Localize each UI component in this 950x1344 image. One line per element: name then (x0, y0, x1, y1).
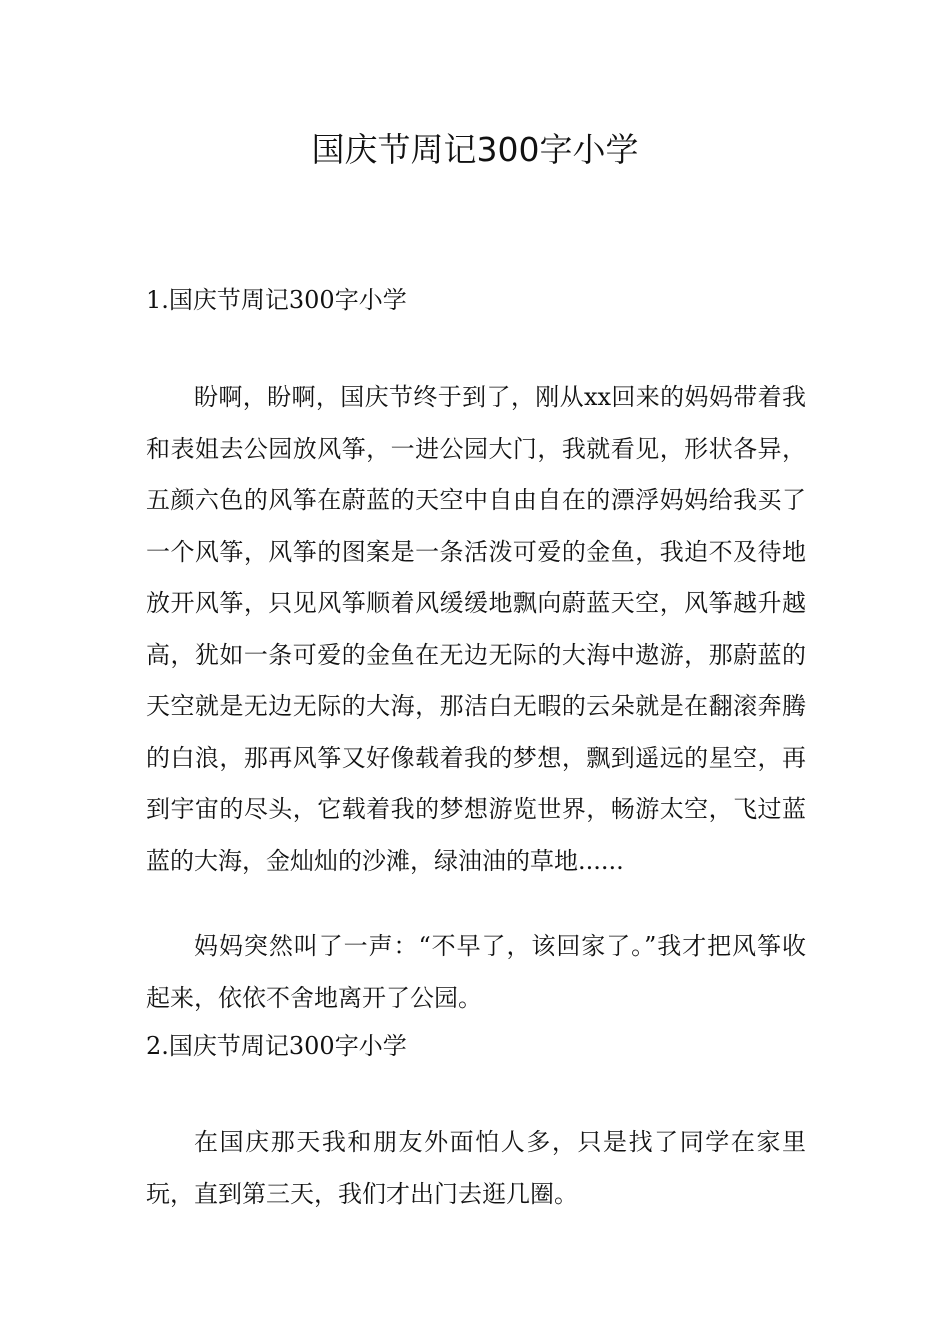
section-1-paragraph-2: 妈妈突然叫了一声：“不早了，该回家了。”我才把风筝收起来，依依不舍地离开了公园。 (146, 932, 806, 1012)
section-2-paragraph-1: 在国庆那天我和朋友外面怕人多，只是找了同学在家里玩，直到第三天，我们才出门去逛几圈。 (146, 1128, 806, 1208)
document-title: 国庆节周记300字小学 (311, 130, 639, 169)
section-heading-2: 2.国庆节周记300字小学 (146, 1032, 407, 1060)
section-1-paragraph-1: 盼啊，盼啊，国庆节终于到了，刚从xx回来的妈妈带着我和表姐去公园放风筝，一进公园大门，我就看见，形状各异，五颜六色的风筝在蔚蓝的天空中自由自在的漂浮妈妈给我买了一个风筝，风筝的图案是一条活泼可爱的金鱼，我迫不及待地放开风筝，只见风筝顺着风缓缓地飘向蔚蓝天空，风筝越升越高，犹如一条可爱的金鱼在无边无际的大海中遨游，那蔚蓝的天空就是无边无际的大海，那洁白无暇的云朵就是在翻滚奔腾的白浪，那再风筝又好像载着我的梦想，飘到遥远的星空，再到宇宙的尽头，它载着我的梦想游览世界，畅游太空，飞过蓝蓝的大海，金灿灿的沙滩，绿油油的草地...... (146, 383, 806, 875)
section-heading-1: 1.国庆节周记300字小学 (146, 286, 407, 314)
